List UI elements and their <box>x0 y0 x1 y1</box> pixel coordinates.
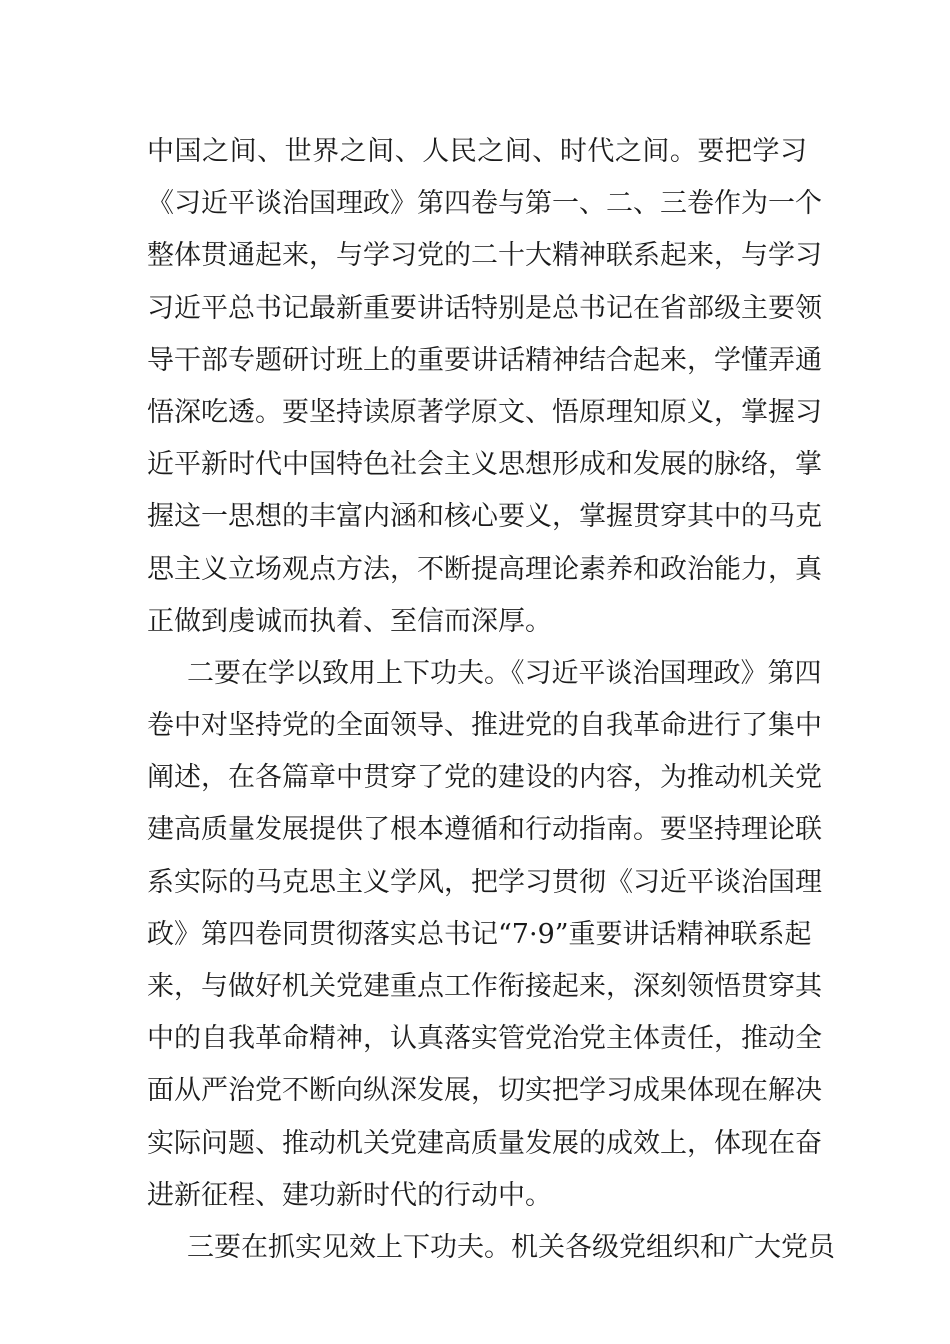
text-line: 卷中对坚持党的全面领导、推进党的自我革命进行了集中 <box>147 710 822 742</box>
text-line: 系实际的马克思主义学风，把学习贯彻《习近平谈治国理 <box>147 866 822 898</box>
text-line: 阐述，在各篇章中贯穿了党的建设的内容，为推动机关党 <box>147 762 822 794</box>
text-line: 进新征程、建功新时代的行动中。 <box>147 1179 552 1211</box>
text-line: 来，与做好机关党建重点工作衔接起来，深刻领悟贯穿其 <box>147 971 822 1002</box>
paragraph-start-line: 二要在学以致用上下功夫。《习近平谈治国理政》第四 <box>187 657 822 689</box>
text-line: 中的自我革命精神，认真落实管党治党主体责任，推动全 <box>147 1023 822 1055</box>
text-line: 建高质量发展提供了根本遵循和行动指南。要坚持理论联 <box>147 814 822 846</box>
text-line: 悟深吃透。要坚持读原著学原文、悟原理知原义，掌握习 <box>147 396 822 428</box>
text-line: 实际问题、推动机关党建高质量发展的成效上，体现在奋 <box>147 1127 822 1159</box>
paragraph-start-line: 三要在抓实见效上下功夫。机关各级党组织和广大党员 <box>187 1231 835 1263</box>
text-line: 习近平总书记最新重要讲话特别是总书记在省部级主要领 <box>147 292 822 324</box>
text-line: 正做到虔诚而执着、至信而深厚。 <box>147 605 552 637</box>
text-line: 政》第四卷同贯彻落实总书记“7·9”重要讲话精神联系起 <box>147 918 812 950</box>
text-line: 整体贯通起来，与学习党的二十大精神联系起来，与学习 <box>147 240 822 272</box>
text-line: 思主义立场观点方法，不断提高理论素养和政治能力，真 <box>147 553 822 585</box>
text-line: 面从严治党不断向纵深发展，切实把学习成果体现在解决 <box>147 1075 822 1107</box>
text-line: 导干部专题研讨班上的重要讲话精神结合起来，学懂弄通 <box>147 344 822 376</box>
text-line: 《习近平谈治国理政》第四卷与第一、二、三卷作为一个 <box>147 188 822 220</box>
document-body <box>147 126 835 1274</box>
text-line: 中国之间、世界之间、人民之间、时代之间。要把学习 <box>147 136 807 167</box>
text-line: 握这一思想的丰富内涵和核心要义，掌握贯穿其中的马克 <box>147 501 822 533</box>
text-line: 近平新时代中国特色社会主义思想形成和发展的脉络，掌 <box>147 449 822 481</box>
